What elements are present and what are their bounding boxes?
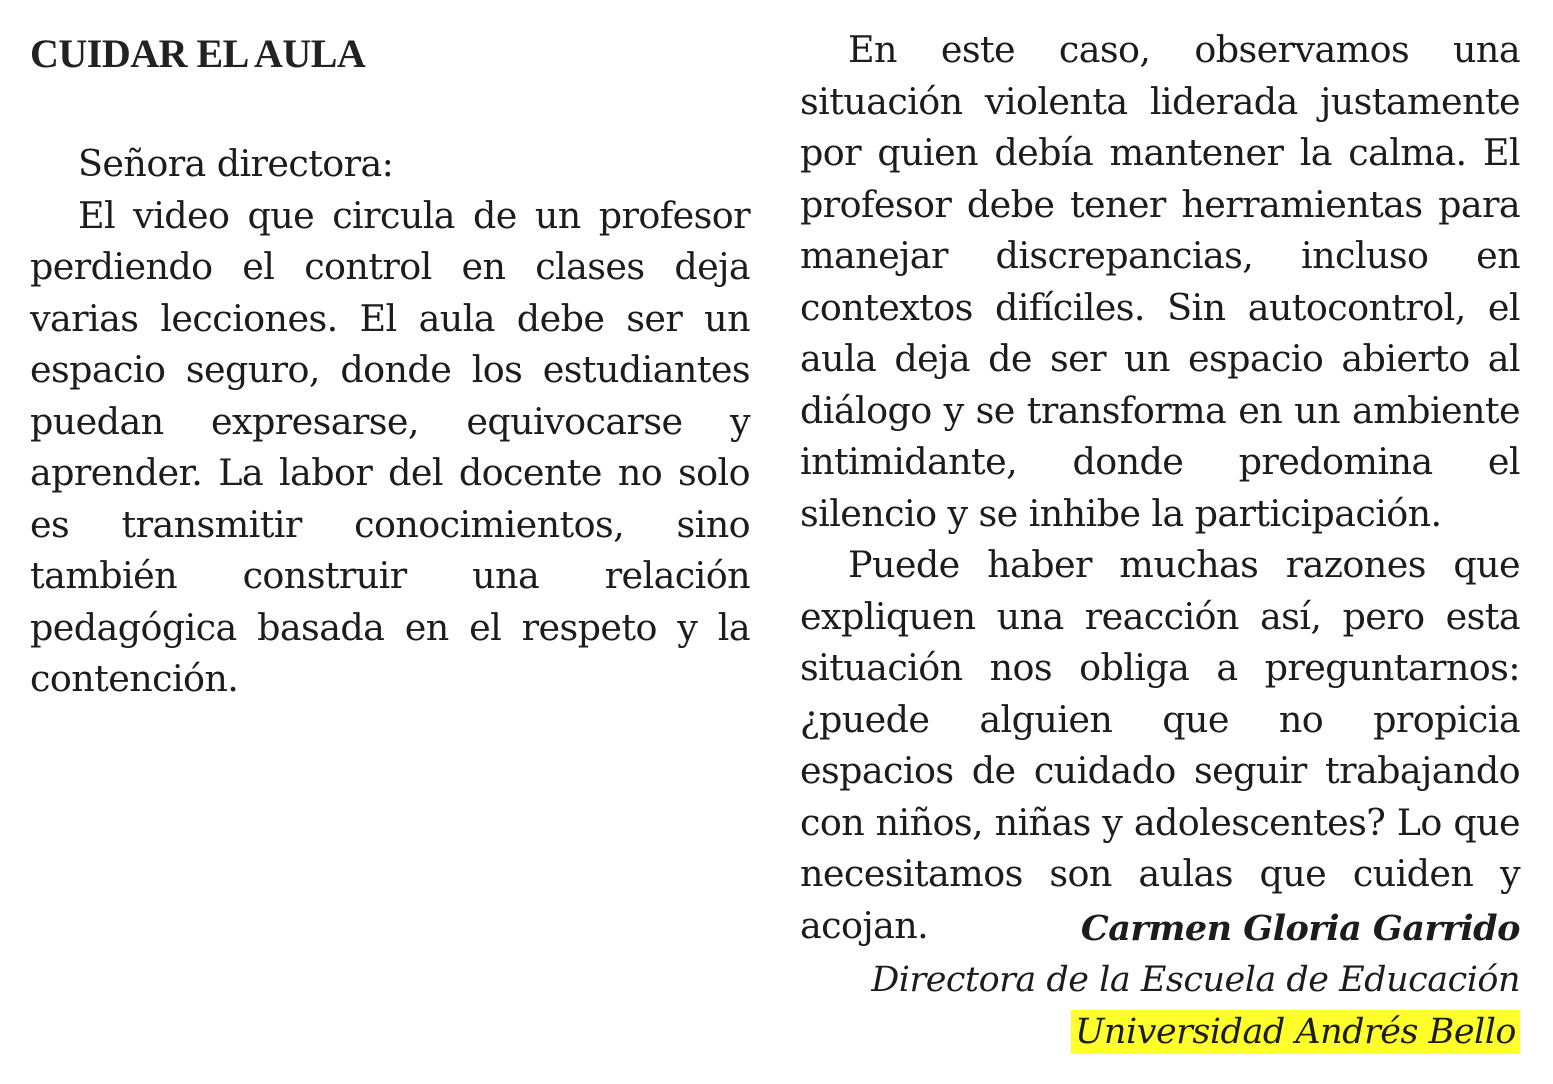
letter-paragraph-2: En este caso, observamos una situación violenta liderada justamente por quien debía mantener la calma. El profesor debe tener herramientas para manejar discrepancias, incluso en contextos difíciles. Sin autocontrol, el aula deja de ser un espacio abierto al diálogo y se transforma en un ambiente intimidante, donde predomina el silencio y se inhibe la participación. (800, 28, 1520, 535)
signature-block (871, 903, 1520, 1059)
signature-role: Directora de la Escuela de Educación (871, 959, 1520, 1000)
salutation: Señora directora: (78, 142, 394, 185)
signature-name: Carmen Gloria Garrido (1080, 908, 1520, 949)
letter-paragraph-3: Puede haber muchas razones que expliquen una reacción así, pero esta situación nos obliga a preguntarnos: ¿puede alguien que no propicia espacios de cuidado seguir trabajando con niños, niñas y adolescentes? Lo que necesitamos son aulas que cuiden y acojan. (800, 543, 1520, 947)
signature-institution-highlighted: Universidad Andrés Bello (1071, 1010, 1520, 1054)
left-column (30, 24, 750, 705)
letter-paragraph-1: El video que circula de un profesor perdiendo el control en clases deja varias lecciones. El aula debe ser un espacio seguro, donde los estudiantes puedan expresarse, equivocarse y aprender. La labor del docente no solo es transmitir conocimientos, sino también construir una relación pedagógica basada en el respeto y la contención. (30, 193, 750, 700)
right-column (800, 24, 1520, 951)
headline: CUIDAR EL AULA (30, 31, 366, 76)
